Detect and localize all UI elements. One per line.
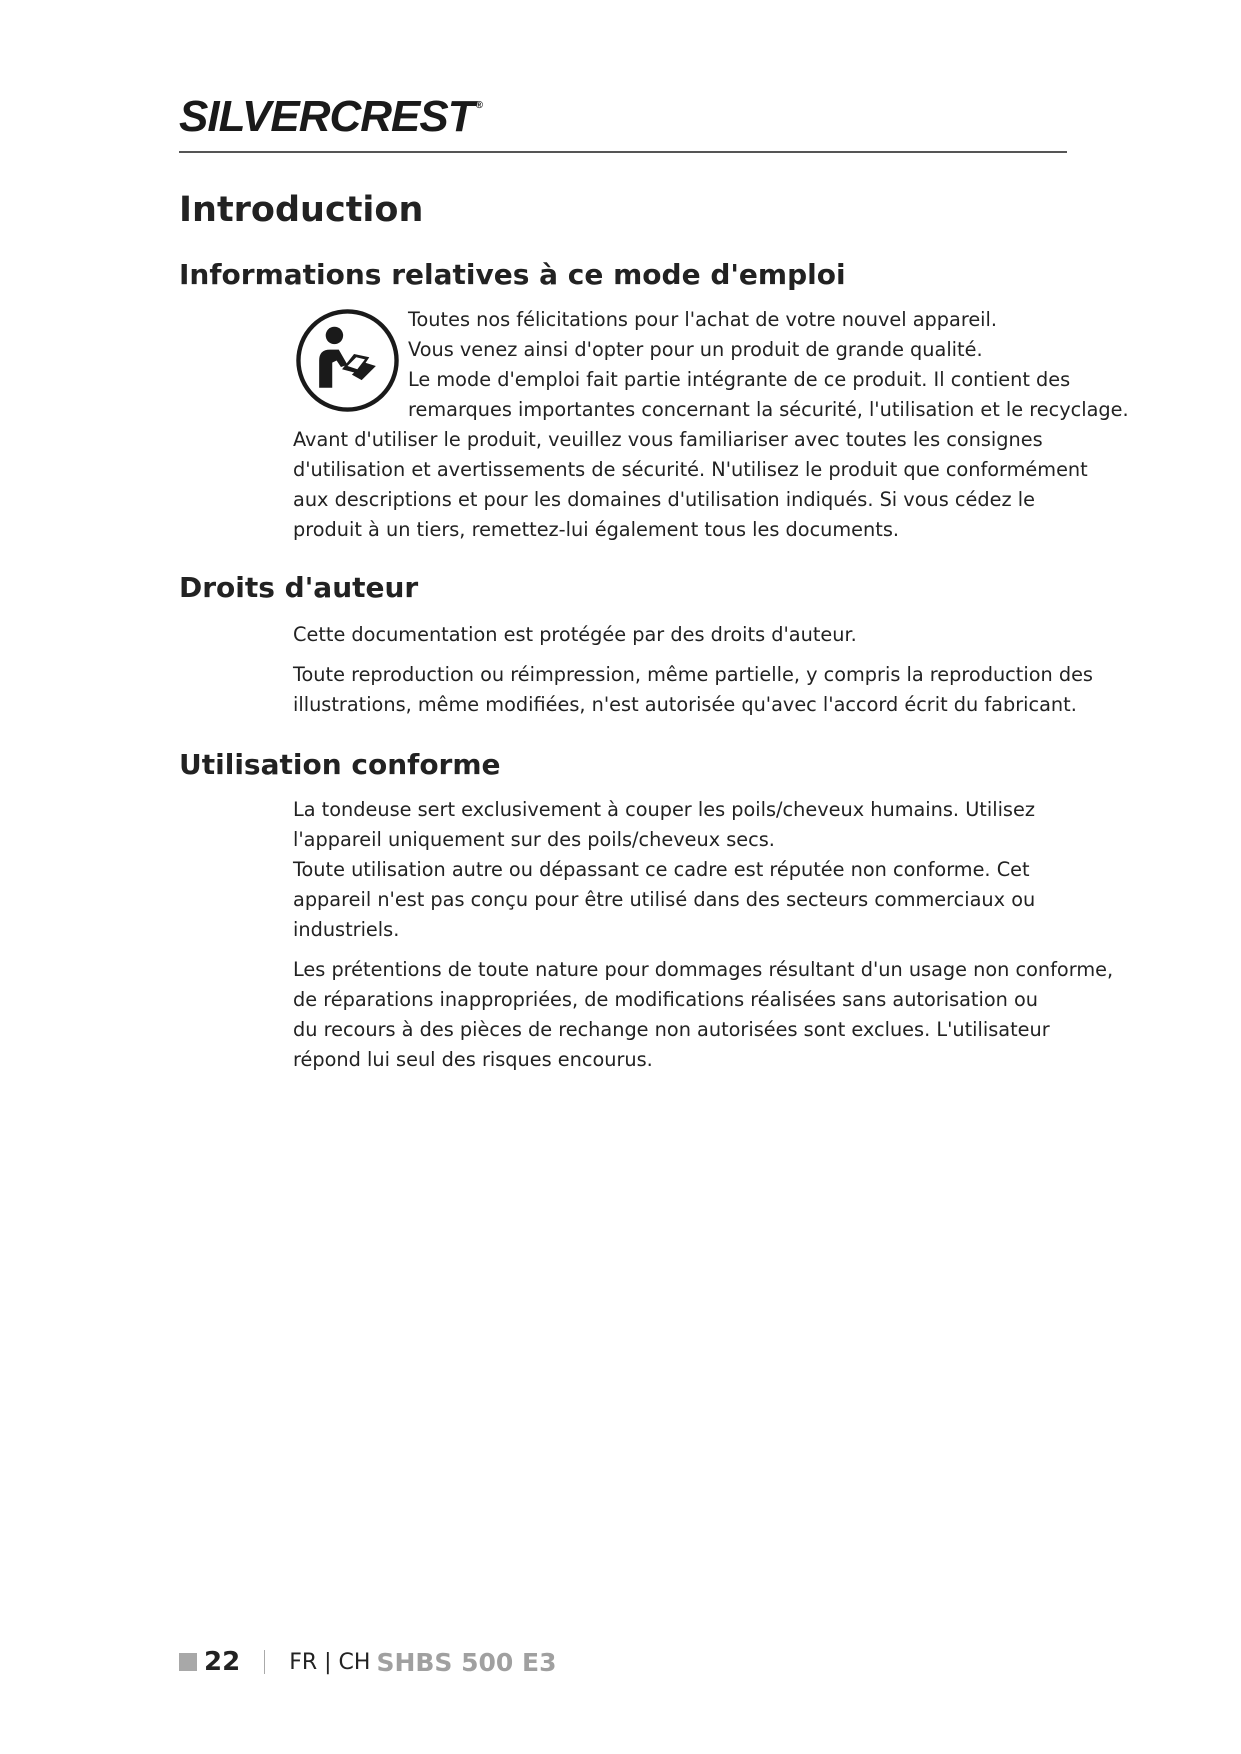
info-line: Avant d'utiliser le produit, veuillez vous familiariser avec toutes les consignes [293,428,1043,451]
info-line: aux descriptions et pour les domaines d'utilisation indiqués. Si vous cédez le [293,488,1035,511]
info-line: produit à un tiers, remettez-lui également tous les documents. [293,518,899,541]
intended-use-line: du recours à des pièces de rechange non autorisées sont exclues. L'utilisateur [293,1018,1050,1041]
info-body-text [293,425,1088,545]
header-rule [179,151,1067,153]
page-number: 22 [204,1647,241,1677]
info-line: Vous venez ainsi d'opter pour un produit de grande qualité. [408,338,983,361]
registered-mark: ® [475,100,482,111]
copyright-line: Cette documentation est protégée par des droits d'auteur. [293,623,857,646]
copyright-paragraph-2 [293,660,1093,720]
footer-model: SHBS 500 E3 [376,1647,557,1677]
intended-use-line: Toute utilisation autre ou dépassant ce cadre est réputée non conforme. Cet [293,858,1030,881]
page-footer [179,1647,557,1677]
read-manual-icon [293,306,402,415]
page-title: Introduction [179,190,424,230]
intended-use-line: industriels. [293,918,400,941]
intended-use-line: appareil n'est pas conçu pour être utilisé dans des secteurs commerciaux ou [293,888,1036,911]
intended-use-line: l'appareil uniquement sur des poils/cheveux secs. [293,828,775,851]
footer-language: FR | CH [289,1649,371,1675]
copyright-line: Toute reproduction ou réimpression, même partielle, y compris la reproduction des [293,663,1093,686]
info-line: Le mode d'emploi fait partie intégrante de ce produit. Il contient des [408,368,1071,391]
intended-use-paragraph-2 [293,955,1113,1075]
copyright-paragraph-1 [293,620,857,650]
intended-use-line: La tondeuse sert exclusivement à couper les poils/cheveux humains. Utilisez [293,798,1035,821]
info-intro-text [408,305,1129,425]
footer-divider [264,1650,265,1674]
footer-square-marker [179,1653,197,1671]
info-line: remarques importantes concernant la sécurité, l'utilisation et le recyclage. [408,398,1129,421]
brand-logo [179,92,482,142]
brand-logo-text: SILVERCREST [179,92,474,141]
section-heading-info: Informations relatives à ce mode d'emploi [179,258,846,291]
copyright-line: illustrations, même modifiées, n'est autorisée qu'avec l'accord écrit du fabricant. [293,693,1077,716]
intended-use-line: Les prétentions de toute nature pour dommages résultant d'un usage non conforme, [293,958,1114,981]
intended-use-line: répond lui seul des risques encourus. [293,1048,653,1071]
section-heading-intended-use: Utilisation conforme [179,748,501,781]
section-heading-copyright: Droits d'auteur [179,571,419,604]
intended-use-line: de réparations inappropriées, de modifications réalisées sans autorisation ou [293,988,1039,1011]
intended-use-paragraph-1 [293,795,1035,945]
info-line: Toutes nos félicitations pour l'achat de votre nouvel appareil. [408,308,998,331]
info-line: d'utilisation et avertissements de sécurité. N'utilisez le produit que conformément [293,458,1088,481]
